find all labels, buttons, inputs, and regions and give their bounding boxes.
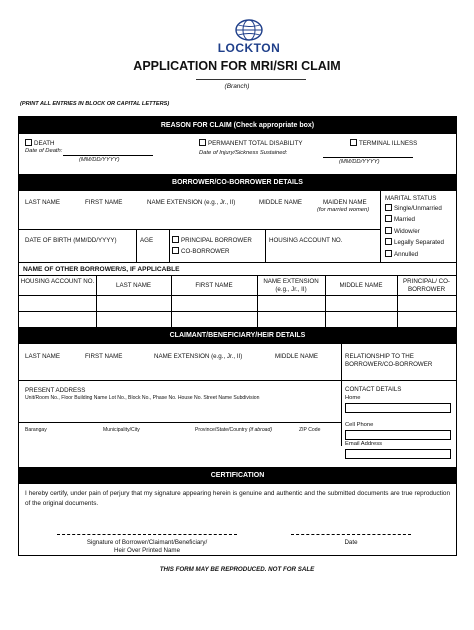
marital-single[interactable]: Single/Unmarried (385, 204, 442, 212)
date-label: Date (344, 539, 358, 546)
ptd-option[interactable]: PERMANENT TOTAL DISABILITY (199, 139, 303, 147)
home-phone-field[interactable] (345, 403, 451, 413)
claimant-middle-name: MIDDLE NAME (275, 353, 318, 360)
claimant-heading: CLAIMANT/BENEFICIARY/HEIR DETAILS (19, 327, 456, 344)
email-field[interactable] (345, 449, 451, 459)
date-line[interactable] (291, 534, 411, 535)
date-of-death-line[interactable] (63, 155, 153, 156)
form-title: APPLICATION FOR MRI/SRI CLAIM (133, 59, 341, 73)
zip-label: ZIP Code (299, 427, 321, 433)
other-borrower-row-1[interactable] (19, 295, 456, 296)
marital-separated[interactable]: Legally Separated (385, 238, 444, 246)
dob-label: DATE OF BIRTH (MM/DD/YYYY) (25, 237, 117, 244)
injury-date-format: (MM/DD/YYYY) (339, 159, 380, 165)
age-label: AGE (140, 237, 154, 244)
borrower-last-name: LAST NAME (25, 199, 60, 206)
marital-widow[interactable]: Widow/er (385, 227, 420, 235)
logo-text: LOCKTON (217, 41, 281, 55)
borrower-heading: BORROWER/CO-BORROWER DETAILS (19, 174, 456, 191)
address-line[interactable] (19, 422, 341, 423)
date-of-death-format: (MM/DD/YYYY) (79, 157, 120, 163)
borrower-row-divider (19, 229, 380, 230)
borrower-maiden-name: MAIDEN NAME (323, 199, 367, 206)
col-name-extension: NAME EXTENSION (e.g., Jr., II) (263, 278, 319, 293)
ptd-checkbox[interactable] (199, 139, 206, 146)
borrower-name-extension: NAME EXTENSION (e.g., Jr., II) (147, 199, 236, 206)
lockton-logo (212, 19, 286, 55)
province-label: Province/State/Country (if abroad) (195, 427, 273, 433)
other-borrowers-heading: NAME OF OTHER BORROWER/S, IF APPLICABLE (23, 266, 180, 273)
injury-date-label: Date of Injury/Sickness Sustained: (199, 150, 288, 156)
claim-form (18, 116, 457, 556)
death-checkbox[interactable] (25, 139, 32, 146)
marital-annulled[interactable]: Annulled (385, 250, 418, 258)
terminal-checkbox[interactable] (350, 139, 357, 146)
col-last-name: LAST NAME (116, 282, 151, 289)
certification-heading: CERTIFICATION (19, 467, 456, 484)
borrower-middle-name: MIDDLE NAME (259, 199, 302, 206)
print-note: (PRINT ALL ENTRIES IN BLOCK OR CAPITAL LETTERS) (20, 101, 170, 107)
footer-note: THIS FORM MAY BE REPRODUCED. NOT FOR SALE (159, 566, 315, 573)
col-housing-account: HOUSING ACCOUNT NO. (20, 278, 95, 285)
signature-line[interactable] (57, 534, 237, 535)
globe-icon (234, 19, 264, 41)
injury-date-line[interactable] (323, 157, 413, 158)
barangay-label: Barangay (25, 427, 47, 433)
address-parts: Unit/Room No., Floor Building Name Lot No., Block No., Phase No. House No. Street Name Subdivision (25, 395, 260, 401)
claimant-name-extension: NAME EXTENSION (e.g., Jr., II) (154, 353, 243, 360)
borrower-first-name: FIRST NAME (85, 199, 123, 206)
cell-label: Cell Phone (345, 422, 374, 428)
marital-married[interactable]: Married (385, 215, 415, 223)
housing-account-label: HOUSING ACCOUNT NO. (269, 237, 343, 244)
co-borrower-option[interactable]: CO-BORROWER (172, 247, 229, 255)
signature-label-1: Signature of Borrower/Claimant/Beneficiary/ (86, 539, 208, 546)
reason-heading: REASON FOR CLAIM (Check appropriate box) (19, 117, 456, 134)
maiden-name-note: (for married women) (317, 207, 370, 213)
marital-divider (380, 191, 381, 262)
relationship-label: RELATIONSHIP TO THE BORROWER/CO-BORROWER (345, 353, 433, 368)
contact-details-label: CONTACT DETAILS (345, 386, 402, 393)
cell-phone-field[interactable] (345, 430, 451, 440)
col-middle-name: MIDDLE NAME (339, 282, 383, 289)
col-first-name: FIRST NAME (195, 282, 233, 289)
other-borrower-row-2[interactable] (19, 311, 456, 312)
branch-label: (Branch) (224, 83, 250, 90)
municipality-label: Municipality/City (103, 427, 140, 433)
present-address-label: PRESENT ADDRESS (25, 387, 86, 394)
signature-label-2: Heir Over Printed Name (113, 547, 181, 554)
email-label: Email Address (345, 441, 383, 447)
death-option[interactable]: DEATH (25, 139, 55, 147)
claimant-first-name: FIRST NAME (85, 353, 123, 360)
branch-line[interactable] (196, 79, 306, 80)
marital-status-label: MARITAL STATUS (385, 195, 437, 202)
home-label: Home (345, 395, 361, 401)
certification-text: I hereby certify, under pain of perjury that my signature appearing herein is genuine and authentic and the submitted documents are true reproduction of the original documents. (25, 490, 450, 507)
date-of-death-label: Date of Death: (25, 148, 63, 154)
claimant-last-name: LAST NAME (25, 353, 60, 360)
col-principal-co: PRINCIPAL/ CO-BORROWER (403, 278, 450, 293)
principal-borrower-option[interactable]: PRINCIPAL BORROWER (172, 236, 252, 244)
terminal-option[interactable]: TERMINAL ILLNESS (350, 139, 417, 147)
